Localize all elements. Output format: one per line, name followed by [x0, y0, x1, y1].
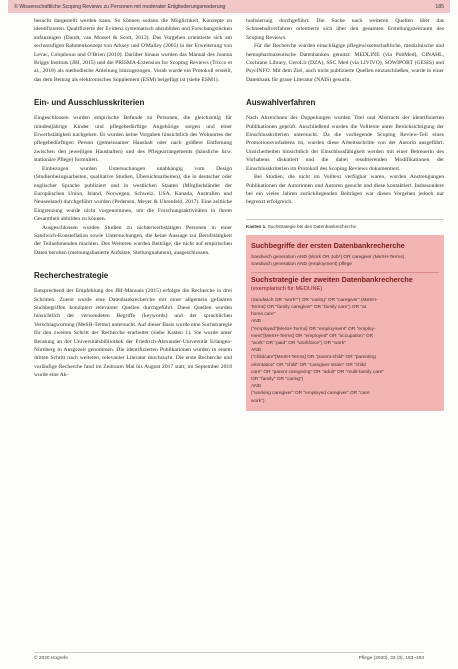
page-footer [34, 652, 424, 663]
box-line: AND [251, 384, 262, 390]
box-title-second-sub: (exemplarisch für MEDLINE) [251, 286, 323, 293]
box-line: work") [251, 398, 265, 404]
paragraph: Bei Studien, die nicht im Volltext verfügbar waren, wurden Anstrengungen Publikationen der Autorinnen und Autoren gesucht und diese kontaktiert. Insbesondere bei ein vieles Jahren zurückliegenden Beiträgen war dieses Vorgehen jedoch nur begrenzt erfolgreich. [246, 174, 444, 206]
paragraph: tualisierung durchgeführt. Die Suche nach weiteren Quellen über das Schneeballverfahren orientierte sich über den gesamten Erstellungszeitraum des Scoping Reviews. [246, 18, 444, 41]
running-header [8, 0, 450, 13]
box-line: "work" OR "paid" OR "workforce") OR "work" [251, 340, 346, 346]
left-column [34, 17, 232, 380]
paragraph: Entsprechend der Empfehlung des JBI-Manuals (2015) erfolgte die Recherche in drei Schritten. Zuerst wurde eine Datenbankrecherche mit einer allgemein gefassten Suchbegriffen konzipiert relevanter Quellen durchgeführt. Diese Quellen wurden hinsichtlich der verwendeten Begriffe (keywords) und der sprachlichen Verschlagwortung (MeSH-Terms) untersucht. Auf dieser Basis wurde eine Suchstrategie für den zweiten Schritt der Recherche erarbeitet (siehe Kasten 1). Sie wurde unter Beratung an der Universitätsbibliothek der Friedrich-Alexander-Universität Erlangen-Nürnberg in Ausgezeit genommen. Die identifizierten Publikationen wurden in einem dritten Schritt nach weiteren, relevanter Literatur durchsucht. Die erste Recherche und vorläufige Recherche fand im Zeitraum Mai bis August 2017 statt; im September 2018 wurde eine Ak- [34, 288, 232, 379]
box-line: orientation" OR "child" OR "caregiver strain" OR "child [251, 362, 366, 368]
box-caption [246, 219, 444, 231]
box-title-second [251, 276, 439, 294]
box-title-second-main: Suchstrategie der zweiten Datenbankrecherche [251, 274, 413, 284]
section-heading-criteria: Ein- und Ausschlusskriterien [34, 98, 145, 108]
paragraph: Eingeschlossen wurden empirische Befunde zu Personen, die gleichzeitig für mindestjährige Kinder und pflegebedürftige Angehörige sorgen und einer Erwerbstätigkeit nachgehen. Es wurden keine Vorgaben hinsichtlich des Wohnortes der pflegebedürftigen Person (gemeinsamer Haushalt oder nach größere Entfernung zwischen den jeweiligen Haushalten) und des Pflegearrangements (häusliche bzw. stationäre Pflege) formuliert. [34, 115, 232, 164]
box-caption-text: Suchstrategie bei den Datenbankrecherche [267, 223, 357, 229]
paragraph: Ausgeschlossen wurden Studien zu nichterwerbstätigen Personen in einer Sandwich-Konstellation sowie Untersuchungen, die keine Aussage zur Berufstätigkeit der Teilnehmenden machten. Des Weiteren wurden Beiträge, die nicht auf empirischen Daten beruhen (meinungsbasierte Aufsätze, Stellungnahmen), ausgeschlossen. [34, 224, 232, 256]
paragraph: Nach Abzeichnen der Doppelungen wurden Titel und Abstracts der identifizierten Publikationen geprüft. Anschließend wurden die Volltexte unter Berücksichtigung der Einschlusskriterien untersucht. Da die vorliegende Scoping Review-Teil eines Promotionsvorhabens ist, wurden diese Arbeitsschritte von der Autorin ausgeführt. Unsicherheiten hinsichtlich der Einschlussfähigkeit werden mit einer Betreuerin des Vorhabens diskutiert und die dabei resultierenden Modifikationen der Einschlusskriterien im Protokoll des Scoping Reviews dokumentiert. [246, 115, 444, 172]
search-strategy-box [246, 235, 444, 411]
box-title-first: Suchbegriffe der ersten Datenbankrecherche [251, 241, 405, 251]
box-caption-label: Kasten 1. [246, 223, 267, 229]
box-line: Terms) OR "family caregiver" OR "family care") OR "at [251, 304, 367, 310]
paragraph: Einbezogen wurden Untersuchungen unabhängig vom Design (Studienbezugsarbeiten, qualitative Studien, Übersichtsarbeiten), die in deutscher oder englischer Sprache publiziert und in westlichen Staaten (Mitgliedsländer der Europäischen Union, Island, Norwegen, Schweiz, USA, Kanada, Australien und Neuseeland) durchgeführt wurden (Pedersen, Meyer & Uhrenfeld, 2017). Eine zeitliche Eingrenzung wurde nicht vorgenommen, um die Forschungsaktivitäten in ihrem Gesamtheit abbilden zu können. [34, 165, 232, 223]
box-line: ("employed"[MeSH-Terms] OR "employment" OR "employ- [251, 326, 376, 332]
right-column [246, 17, 444, 411]
box-line: OR "family" OR "caring") [251, 376, 304, 382]
box-line: (Sandwich OR "work*") OR "caring" OR "caregiver" (MeSH- [251, 297, 378, 303]
footer-copyright: © 2020 Hogrefe [34, 655, 68, 661]
box-line: AND [251, 319, 262, 325]
box-line: ment"[MeSH-Terms] OR "employed" OR "occupation" OR [251, 333, 374, 339]
box-line: ("childcare"[MeSH-Terms] OR "parent-child" OR "parenting [251, 355, 376, 361]
box-line: care" OR "parent caregiving" OR "adult" OR "multi-family care" [251, 369, 384, 375]
paragraph: besucht dargestellt werden kann. So können sodann die Möglichkeit, Konzepte zu identifizieren. Qualifizierte der Evidenz systematisch abzubilden und Forschungslücken aufzuzeigen (Daudt, van Mossel & Scott, 2013). Das Vorgehen orientierte sich am sechsstufigen Rahmenkonzept von Arksey und O'Malley (2005) in der Erweiterung von Levac, Colquhoun und O'Brien (2010). Darüber hinaus wurden das Manual des Joanna Briggs Instituts (JBI, 2015) und die PRISMA-Extension for Scoping Reviews (Tricco et al., 2018) als methodische Anleitung hinzugezogen. Vorab wurde ein Protokoll erstellt, das dem Beitrag als elektronisches Supplement (ESM) beigefügt ist (siehe ESM1). [34, 18, 232, 83]
section-heading-selection: Auswahlverfahren [246, 98, 316, 108]
box-line: ("working caregiver" OR "employed caregiver" OR "care [251, 391, 370, 397]
box-line: Sandwich generation AND (Work OR Job*) OR caregiver (MeSH-Terms) [251, 254, 405, 260]
paragraph: Für die Recherche wurden einschlägige pflegewissenschaftliche, medizinische und hemopharmazeutische Datenbanken genutzt: MEDLINE (via PubMed), CINAHL, Cochrane Library, GeroLit (DZA), SSC Med (via LIVIVO), SOWIPORT (GESIS) und PsycINFO. Mit dem Ziel, auch nicht publizierte Quellen einzuschließen, wurde in einer Datenbank für graue Literatur (NAIS) gesucht. [246, 43, 444, 83]
section-heading-search-strategy: Recherchestrategie [34, 271, 109, 281]
box-line: Sandwich generation AND (employment) pflege [251, 261, 353, 267]
footer-citation: Pflege (2020), 33 (3), 183–193 [358, 655, 424, 661]
running-header-title: © Wissenschaftliche Scoping Reviews zu Personen mit moderater Entgliederungsmoderung [14, 3, 226, 10]
box-divider [251, 272, 439, 273]
page-number: 185 [435, 3, 444, 10]
box-line: home care" [251, 312, 276, 318]
box-line: AND [251, 348, 262, 354]
